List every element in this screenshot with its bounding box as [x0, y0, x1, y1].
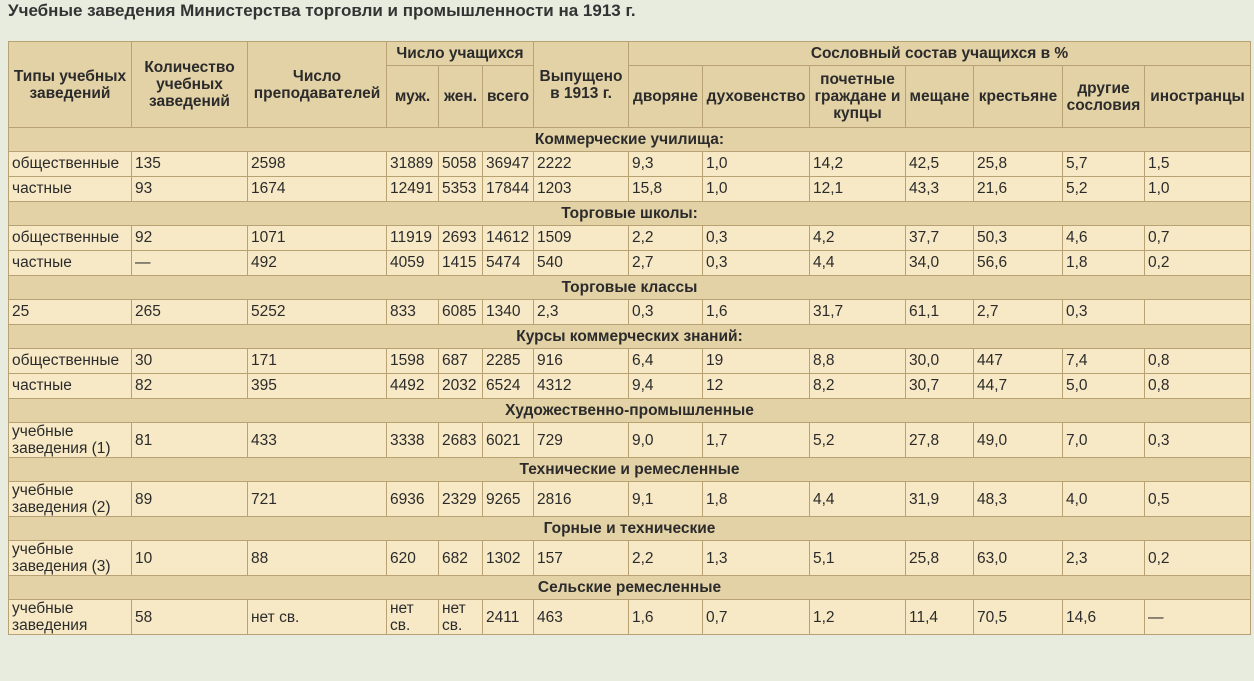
table-cell: 2,2 — [629, 541, 703, 576]
table-cell: 2,3 — [534, 300, 629, 325]
table-cell: 447 — [974, 349, 1063, 374]
institutions-table — [8, 41, 1251, 635]
table-cell: 1071 — [248, 226, 387, 251]
table-cell: 89 — [132, 482, 248, 517]
section-title: Коммерческие училища: — [9, 128, 1251, 152]
table-cell: 2,3 — [1063, 541, 1145, 576]
table-cell: 0,3 — [703, 226, 810, 251]
table-cell: 729 — [534, 423, 629, 458]
table-cell: 4,4 — [810, 251, 906, 276]
table-cell: 0,3 — [629, 300, 703, 325]
header-teachers: Число преподавателей — [248, 42, 387, 128]
header-other-estates: другие сословия — [1063, 66, 1145, 128]
table-cell: 88 — [248, 541, 387, 576]
table-cell: 11,4 — [906, 600, 974, 635]
table-cell: 2222 — [534, 152, 629, 177]
table-cell: 49,0 — [974, 423, 1063, 458]
table-cell: 0,3 — [1063, 300, 1145, 325]
table-cell: 42,5 — [906, 152, 974, 177]
table-cell: нет св. — [248, 600, 387, 635]
table-cell: 31889 — [387, 152, 439, 177]
table-cell: учебные заведения (3) — [9, 541, 132, 576]
table-cell: нет св. — [439, 600, 483, 635]
table-cell: 492 — [248, 251, 387, 276]
table-cell: 14,6 — [1063, 600, 1145, 635]
section-row — [9, 276, 1251, 300]
table-row — [9, 482, 1251, 517]
table-cell: 63,0 — [974, 541, 1063, 576]
table-cell: 157 — [534, 541, 629, 576]
section-title: Торговые классы — [9, 276, 1251, 300]
table-cell: 93 — [132, 177, 248, 202]
table-cell: 5353 — [439, 177, 483, 202]
table-cell: 6936 — [387, 482, 439, 517]
table-cell: 30,0 — [906, 349, 974, 374]
table-cell: 15,8 — [629, 177, 703, 202]
table-cell: 1509 — [534, 226, 629, 251]
table-cell: 5,0 — [1063, 374, 1145, 399]
table-cell: 5252 — [248, 300, 387, 325]
table-cell: 17844 — [483, 177, 534, 202]
table-cell: 433 — [248, 423, 387, 458]
table-row — [9, 177, 1251, 202]
header-honorary-citizens: почетные граждане и купцы — [810, 66, 906, 128]
table-cell: 463 — [534, 600, 629, 635]
table-cell: 1598 — [387, 349, 439, 374]
table-row — [9, 374, 1251, 399]
table-cell: 7,4 — [1063, 349, 1145, 374]
table-cell: 1,6 — [629, 600, 703, 635]
table-row — [9, 152, 1251, 177]
section-title: Технические и ремесленные — [9, 458, 1251, 482]
table-cell: 27,8 — [906, 423, 974, 458]
table-cell: 31,9 — [906, 482, 974, 517]
table-cell: 9,1 — [629, 482, 703, 517]
table-cell: 21,6 — [974, 177, 1063, 202]
table-cell: 1,3 — [703, 541, 810, 576]
table-row — [9, 423, 1251, 458]
table-cell: 5474 — [483, 251, 534, 276]
header-types: Типы учебных заведений — [9, 42, 132, 128]
table-cell: 833 — [387, 300, 439, 325]
table-cell: 8,8 — [810, 349, 906, 374]
table-row — [9, 251, 1251, 276]
header-students-total: всего — [483, 66, 534, 128]
section-title: Торговые школы: — [9, 202, 1251, 226]
table-cell: 2693 — [439, 226, 483, 251]
table-cell: 2411 — [483, 600, 534, 635]
table-cell: 6021 — [483, 423, 534, 458]
table-cell — [1145, 300, 1251, 325]
table-cell: 2285 — [483, 349, 534, 374]
table-cell: 7,0 — [1063, 423, 1145, 458]
table-cell: 1,0 — [703, 177, 810, 202]
table-body — [9, 128, 1251, 635]
table-cell: частные — [9, 251, 132, 276]
table-cell: 2,7 — [629, 251, 703, 276]
table-cell: 3338 — [387, 423, 439, 458]
table-cell: 0,2 — [1145, 251, 1251, 276]
table-cell: 540 — [534, 251, 629, 276]
table-cell: общественные — [9, 349, 132, 374]
table-cell: 1,0 — [1145, 177, 1251, 202]
table-cell: 4,4 — [810, 482, 906, 517]
table-cell: 58 — [132, 600, 248, 635]
table-cell: 1674 — [248, 177, 387, 202]
table-cell: 0,3 — [1145, 423, 1251, 458]
table-cell: 1,6 — [703, 300, 810, 325]
table-cell: 0,3 — [703, 251, 810, 276]
table-cell: нет св. — [387, 600, 439, 635]
table-cell: 9265 — [483, 482, 534, 517]
table-cell: 10 — [132, 541, 248, 576]
table-cell: 395 — [248, 374, 387, 399]
table-cell: 44,7 — [974, 374, 1063, 399]
table-cell: 25,8 — [906, 541, 974, 576]
table-cell: 9,0 — [629, 423, 703, 458]
table-cell: 1415 — [439, 251, 483, 276]
section-row — [9, 202, 1251, 226]
table-cell: 31,7 — [810, 300, 906, 325]
table-cell: частные — [9, 374, 132, 399]
table-cell: общественные — [9, 152, 132, 177]
table-cell: 12491 — [387, 177, 439, 202]
table-cell: учебные заведения (2) — [9, 482, 132, 517]
table-cell: 4312 — [534, 374, 629, 399]
table-cell: 9,4 — [629, 374, 703, 399]
table-cell: 6524 — [483, 374, 534, 399]
table-cell: 5,1 — [810, 541, 906, 576]
table-cell: 19 — [703, 349, 810, 374]
table-header — [9, 42, 1251, 128]
table-cell: 1,7 — [703, 423, 810, 458]
table-cell: 620 — [387, 541, 439, 576]
section-row — [9, 399, 1251, 423]
table-cell: 14612 — [483, 226, 534, 251]
table-cell: 721 — [248, 482, 387, 517]
section-title: Сельские ремесленные — [9, 576, 1251, 600]
table-cell: 12,1 — [810, 177, 906, 202]
table-cell: 4492 — [387, 374, 439, 399]
table-cell: 56,6 — [974, 251, 1063, 276]
header-graduated: Выпущено в 1913 г. — [534, 42, 629, 128]
header-foreigners: иностранцы — [1145, 66, 1251, 128]
table-cell: 682 — [439, 541, 483, 576]
table-cell: 14,2 — [810, 152, 906, 177]
table-cell: 171 — [248, 349, 387, 374]
table-cell: 2,2 — [629, 226, 703, 251]
table-cell: 2683 — [439, 423, 483, 458]
table-cell: 1,2 — [810, 600, 906, 635]
table-cell: 0,2 — [1145, 541, 1251, 576]
table-cell: 265 — [132, 300, 248, 325]
table-row — [9, 349, 1251, 374]
table-cell: 687 — [439, 349, 483, 374]
table-cell: 6085 — [439, 300, 483, 325]
header-students: Число учащихся — [387, 42, 534, 66]
table-cell: — — [1145, 600, 1251, 635]
section-title: Горные и технические — [9, 517, 1251, 541]
table-cell: 61,1 — [906, 300, 974, 325]
page-title: Учебные заведения Министерства торговли и промышленности на 1913 г. — [8, 1, 636, 20]
table-cell: 70,5 — [974, 600, 1063, 635]
table-cell: 50,3 — [974, 226, 1063, 251]
table-cell: частные — [9, 177, 132, 202]
header-students-female: жен. — [439, 66, 483, 128]
table-cell: 37,7 — [906, 226, 974, 251]
table-cell: 5,2 — [810, 423, 906, 458]
table-cell: 135 — [132, 152, 248, 177]
section-row — [9, 576, 1251, 600]
table-cell: 11919 — [387, 226, 439, 251]
table-cell: 2598 — [248, 152, 387, 177]
table-cell: 8,2 — [810, 374, 906, 399]
table-cell: 43,3 — [906, 177, 974, 202]
header-peasants: крестьяне — [974, 66, 1063, 128]
table-cell: 36947 — [483, 152, 534, 177]
table-cell: 0,7 — [1145, 226, 1251, 251]
table-cell: 916 — [534, 349, 629, 374]
table-cell: 2032 — [439, 374, 483, 399]
table-cell: 0,8 — [1145, 349, 1251, 374]
header-nobility: дворяне — [629, 66, 703, 128]
table-cell: 34,0 — [906, 251, 974, 276]
section-row — [9, 458, 1251, 482]
header-count: Количество учебных заведений — [132, 42, 248, 128]
table-cell: 30 — [132, 349, 248, 374]
header-clergy: духовенство — [703, 66, 810, 128]
table-cell: 4,0 — [1063, 482, 1145, 517]
table-cell: 9,3 — [629, 152, 703, 177]
table-cell: 25 — [9, 300, 132, 325]
table-cell: 1302 — [483, 541, 534, 576]
header-townsfolk: мещане — [906, 66, 974, 128]
section-title: Курсы коммерческих знаний: — [9, 325, 1251, 349]
table-cell: 0,7 — [703, 600, 810, 635]
table-row — [9, 300, 1251, 325]
table-cell: 48,3 — [974, 482, 1063, 517]
table-cell: 2329 — [439, 482, 483, 517]
table-cell: 92 — [132, 226, 248, 251]
table-cell: учебные заведения — [9, 600, 132, 635]
table-cell: 4059 — [387, 251, 439, 276]
table-cell: 5,7 — [1063, 152, 1145, 177]
section-row — [9, 517, 1251, 541]
table-cell: 25,8 — [974, 152, 1063, 177]
header-estate: Сословный состав учащихся в % — [629, 42, 1251, 66]
table-cell: 4,6 — [1063, 226, 1145, 251]
table-cell: — — [132, 251, 248, 276]
section-row — [9, 325, 1251, 349]
table-cell: 5058 — [439, 152, 483, 177]
table-cell: 2816 — [534, 482, 629, 517]
header-students-male: муж. — [387, 66, 439, 128]
table-cell: 6,4 — [629, 349, 703, 374]
table-row — [9, 226, 1251, 251]
table-cell: 0,5 — [1145, 482, 1251, 517]
table-cell: 82 — [132, 374, 248, 399]
table-cell: 4,2 — [810, 226, 906, 251]
section-row — [9, 128, 1251, 152]
table-cell: 30,7 — [906, 374, 974, 399]
table-cell: 12 — [703, 374, 810, 399]
table-row — [9, 541, 1251, 576]
table-cell: общественные — [9, 226, 132, 251]
table-cell: 5,2 — [1063, 177, 1145, 202]
table-cell: 1,8 — [703, 482, 810, 517]
table-cell: 2,7 — [974, 300, 1063, 325]
table-cell: 1,0 — [703, 152, 810, 177]
table-cell: учебные заведения (1) — [9, 423, 132, 458]
table-cell: 0,8 — [1145, 374, 1251, 399]
table-cell: 1,8 — [1063, 251, 1145, 276]
table-row — [9, 600, 1251, 635]
table-cell: 1203 — [534, 177, 629, 202]
table-cell: 81 — [132, 423, 248, 458]
section-title: Художественно-промышленные — [9, 399, 1251, 423]
table-cell: 1340 — [483, 300, 534, 325]
table-cell: 1,5 — [1145, 152, 1251, 177]
